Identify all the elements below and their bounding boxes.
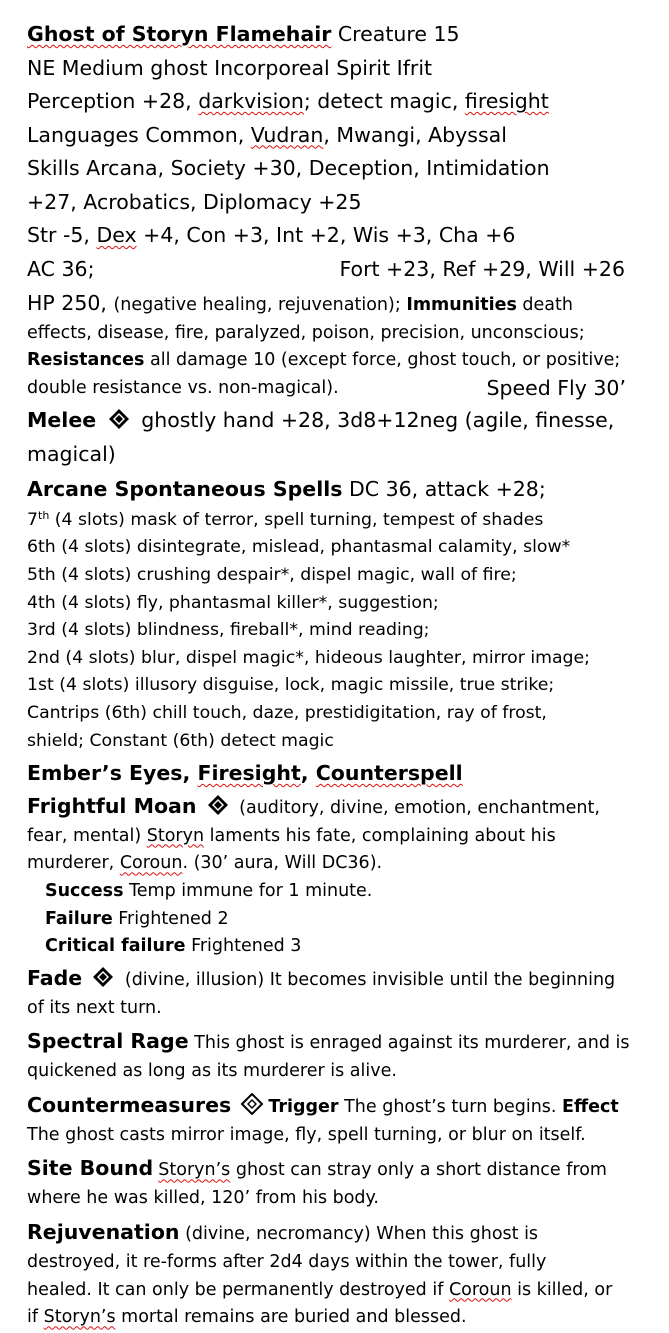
spell-rank-3: 3rd (4 slots) blindness, fireball*, mind reading; [27,620,430,641]
spell-constant: shield; Constant (6th) detect magic [27,730,334,751]
saving-throws: Fort +23, Ref +29, Will +26 [339,256,625,281]
speed: Speed Fly 30’ [486,375,626,400]
spell-rank-7: 7th (4 slots) mask of terror, spell turning, tempest of shades [27,508,544,530]
spell-rank-4: 4th (4 slots) fly, phantasmal killer*, suggestion; [27,592,439,613]
spells-header: Arcane Spontaneous Spells DC 36, attack +28; [27,477,546,502]
spell-cantrips: Cantrips (6th) chill touch, daze, prestidigitation, ray of frost, [27,703,547,724]
fade-line-2: of its next turn. [27,997,162,1018]
rejuvenation-line: Rejuvenation (divine, necromancy) When this ghost is [27,1220,539,1245]
spells-block [27,473,647,755]
melee-line-2: magical) [27,441,116,466]
stat-block [27,18,647,1332]
moan-critical-failure: Critical failure Frightened 3 [45,936,302,957]
moan-success: Success Temp immune for 1 minute. [45,880,373,901]
spell-rank-1: 1st (4 slots) illusory disguise, lock, magic missile, true strike; [27,675,555,696]
spectral-rage-line-2: quickened as long as its murderer is alive. [27,1061,397,1082]
traits-line: NE Medium ghost Incorporeal Spirit Ifrit [27,55,433,80]
frightful-moan-line-2: fear, mental) Storyn laments his fate, complaining about his [27,825,556,846]
skills-line-1: Skills Arcana, Society +30, Deception, Intimidation [27,156,550,180]
resistances-line: Resistances all damage 10 (except force, ghost touch, or positive; [27,350,621,371]
immunities-line: effects, disease, fire, paralyzed, poison, precision, unconscious; [27,322,585,343]
reaction-icon [238,1093,266,1115]
defense-line [27,253,647,287]
spell-rank-6: 6th (4 slots) disintegrate, mislead, phantasmal calamity, slow* [27,537,571,558]
rejuvenation-line-4: if Storyn’s mortal remains are buried and blessed. [27,1307,467,1328]
abilities-line: Str -5, Dex +4, Con +3, Int +2, Wis +3, Cha +6 [27,223,516,247]
single-action-icon [105,408,133,430]
creature-name: Ghost of Storyn Flamehair [27,22,332,46]
skills-line-2: +27, Acrobatics, Diplomacy +25 [27,189,362,214]
single-action-icon [89,966,117,988]
countermeasures-line: Countermeasures Trigger The ghost’s turn begins. Effect [27,1092,619,1117]
frightful-moan-line: Frightful Moan (auditory, divine, emotion, enchantment, [27,793,600,818]
fade-line: Fade (divine, illusion) It becomes invisible until the beginning [27,965,616,990]
resistances-line-2: double resistance vs. non-magical). Speed Fly 30’ [27,375,647,403]
embers-eyes-line: Ember’s Eyes, Firesight, Counterspell [27,761,463,786]
hp-line: HP 250, (negative healing, rejuvenation); Immunities death [27,291,573,315]
site-bound-line: Site Bound Storyn’s ghost can stray only a short distance from [27,1156,607,1181]
creature-title [27,18,647,52]
single-action-icon [204,794,232,816]
perception-line: Perception +28, darkvision; detect magic, firesight [27,89,549,113]
armor-class: AC 36; [27,256,95,281]
languages-line: Languages Common, Vudran, Mwangi, Abyssal [27,122,507,147]
spell-rank-2: 2nd (4 slots) blur, dispel magic*, hideous laughter, mirror image; [27,647,590,668]
melee-line: Melee ghostly hand +28, 3d8+12neg (agile, finesse, [27,408,615,433]
moan-failure: Failure Frightened 2 [45,908,229,929]
rejuvenation-line-3: healed. It can only be permanently destroyed if Coroun is killed, or [27,1279,613,1300]
site-bound-line-2: where he was killed, 120’ from his body. [27,1188,379,1209]
creature-level: Creature 15 [337,22,460,46]
rejuvenation-line-2: destroyed, it re-forms after 2d4 days within the tower, fully [27,1252,547,1273]
spell-rank-5: 5th (4 slots) crushing despair*, dispel magic, wall of fire; [27,565,517,586]
frightful-moan-line-3: murderer, Coroun. (30’ aura, Will DC36). [27,853,383,874]
countermeasures-line-2: The ghost casts mirror image, fly, spell turning, or blur on itself. [27,1124,586,1145]
spectral-rage-line: Spectral Rage This ghost is enraged against its murderer, and is [27,1029,630,1054]
